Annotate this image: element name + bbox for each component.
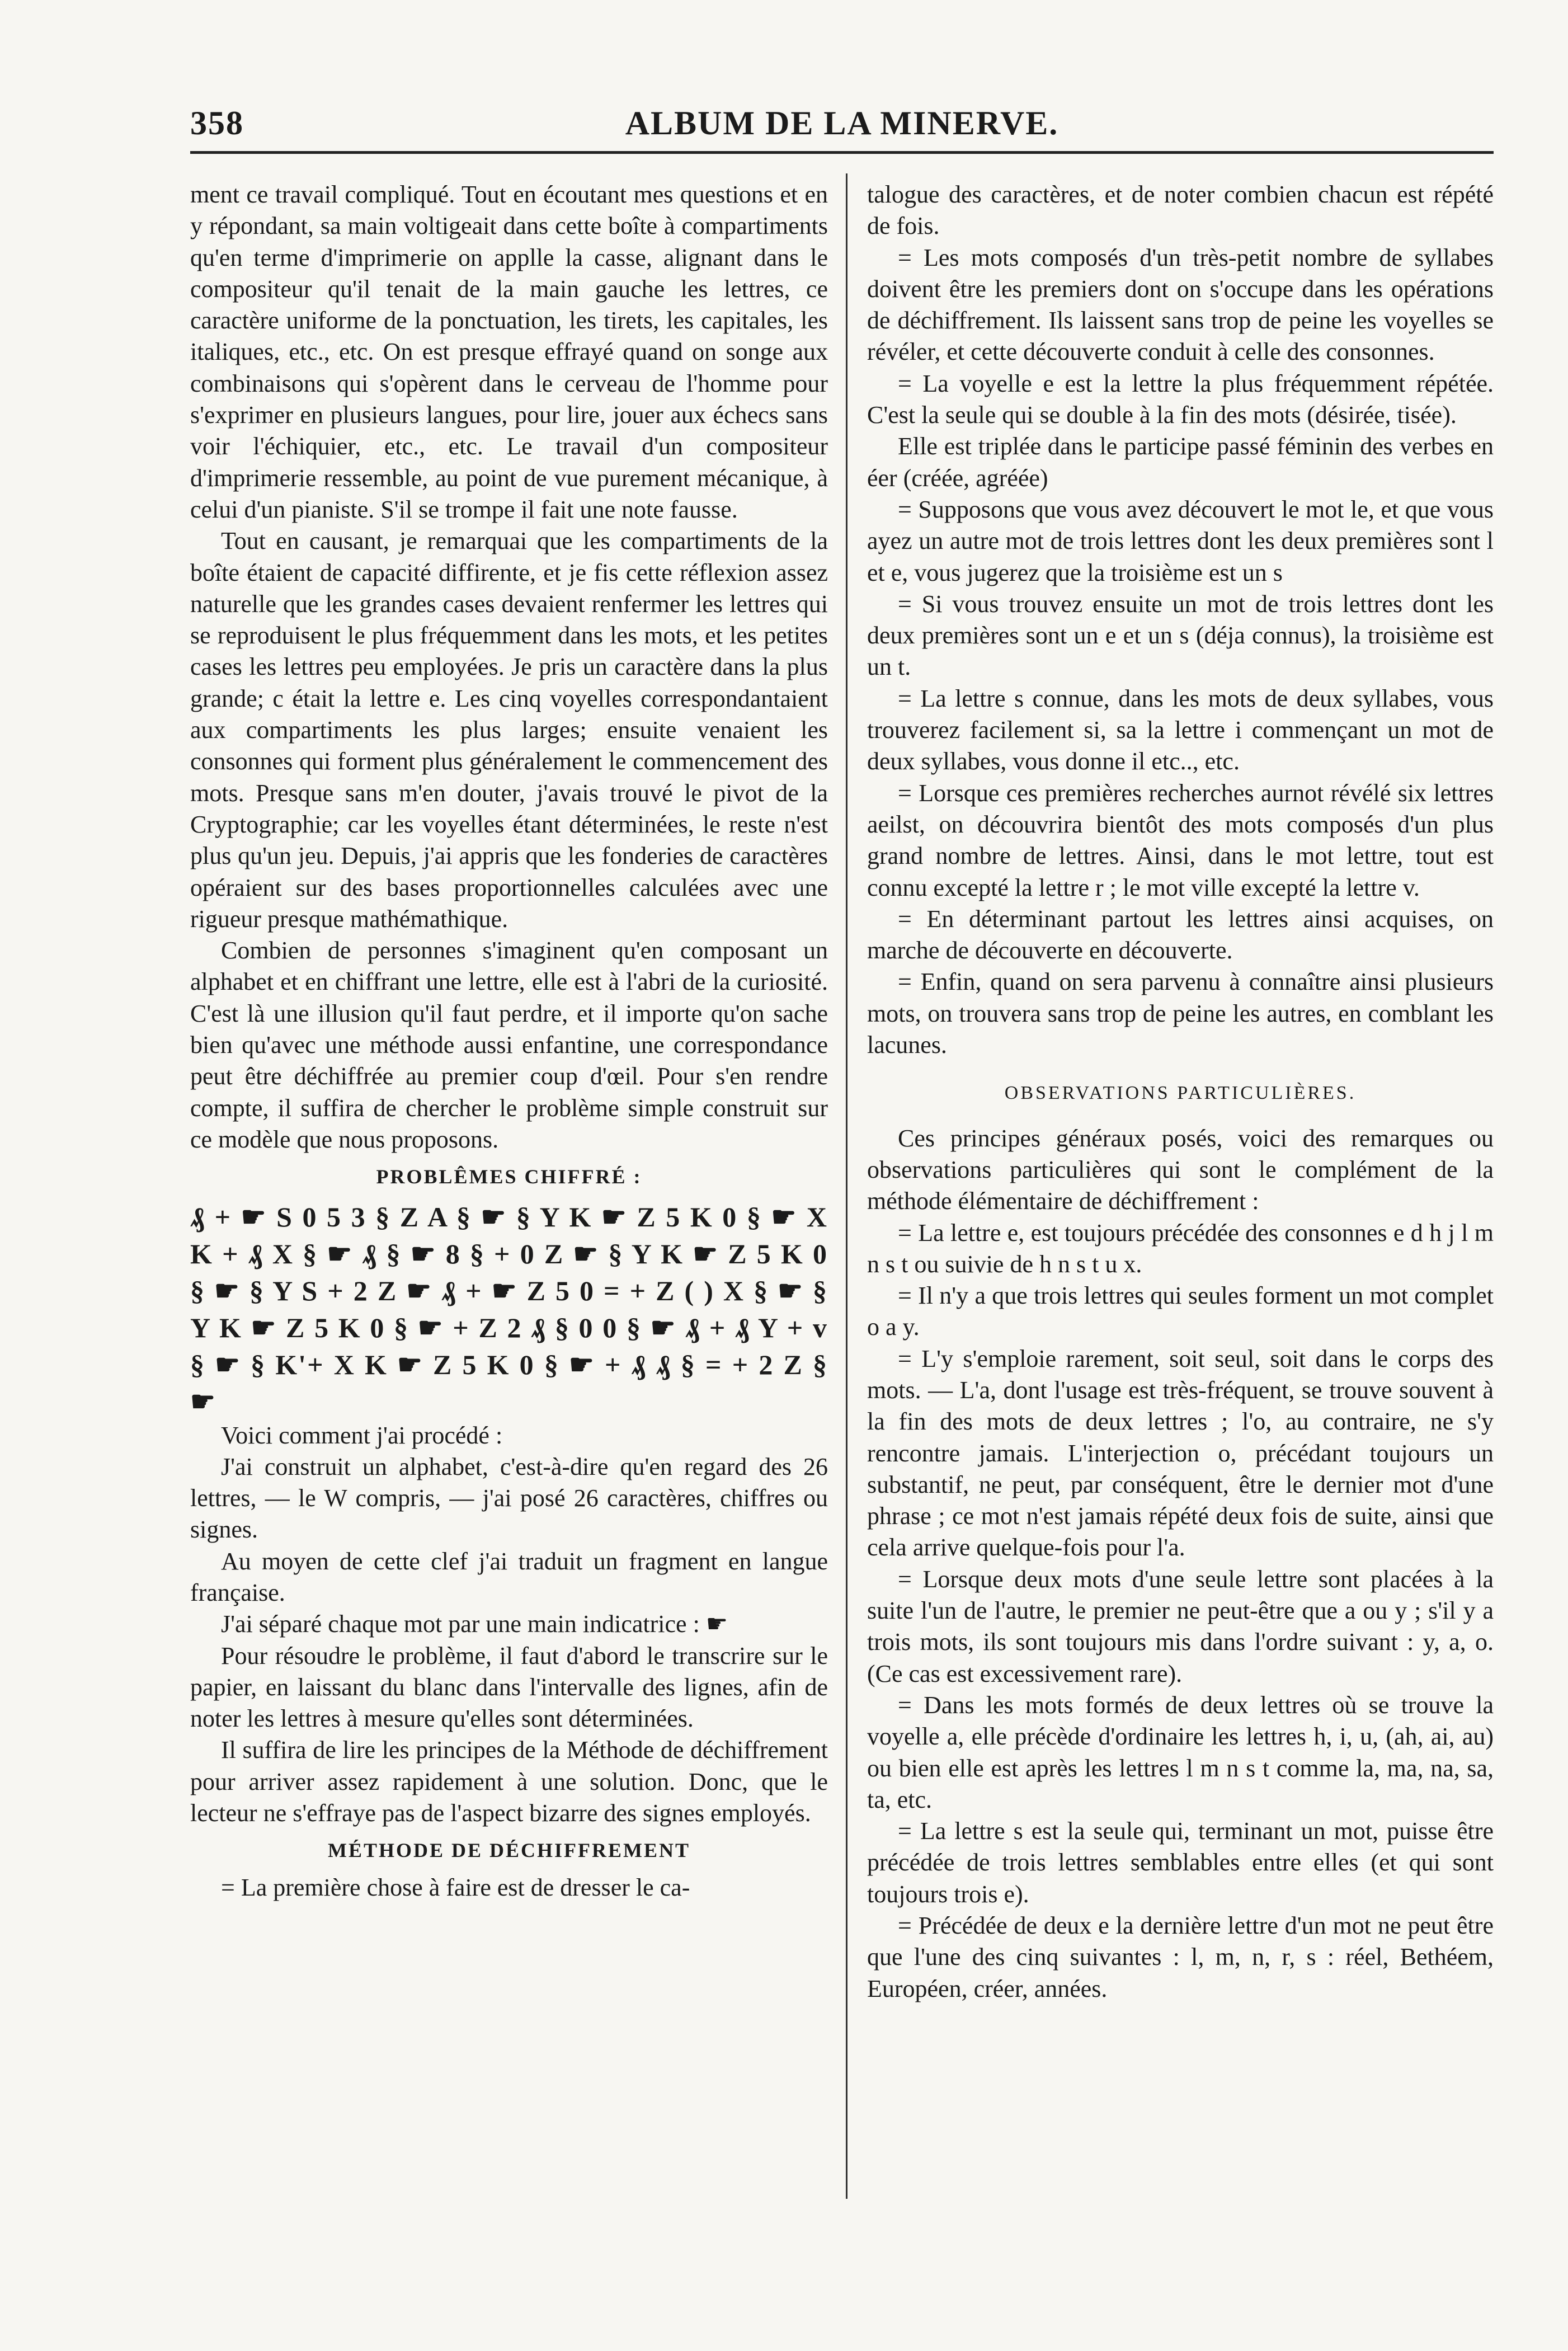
paragraph: = La lettre s connue, dans les mots de deux syllabes, vous trouverez facilement si, sa la lettre i commençant un mot de deux syllabes, vous donne il etc.., etc. xyxy=(867,684,1494,775)
header-rule xyxy=(190,151,1494,154)
paragraph: Combien de personnes s'imaginent qu'en composant un alphabet et en chiffrant une lettre, elle est à l'abri de la curiosité. C'est là une illusion qu'il faut perdre, et il importe qu'on sache bien qu'avec une méthode aussi enfantine, une correspondance peut être déchiffrée au premier coup d'œil. Pour s'en rendre compte, il suffira de chercher le problème simple construit sur ce modèle que nous proposons. xyxy=(190,937,828,1153)
paragraph: Elle est triplée dans le participe passé féminin des verbes en éer (créée, agréée) xyxy=(867,432,1494,492)
right-column xyxy=(867,179,1494,2250)
paragraph: = Il n'y a que trois lettres qui seules forment un mot complet o a y. xyxy=(867,1282,1494,1341)
column-divider xyxy=(846,173,847,2199)
paragraph: = La lettre s est la seule qui, terminant un mot, puisse être précédée de trois lettres semblables entre elles (et qui sont toujours trois e). xyxy=(867,1817,1494,1908)
page-number: 358 xyxy=(190,104,244,142)
observations-heading: OBSERVATIONS PARTICULIÈRES. xyxy=(1004,1083,1357,1104)
page-header xyxy=(190,98,1494,148)
paragraph: Pour résoudre le problème, il faut d'abord le transcrire sur le papier, en laissant du blanc dans l'intervalle des lignes, afin de noter les lettres à mesure qu'elles sont déterminées. xyxy=(190,1642,828,1733)
paragraph: Ces principes généraux posés, voici des remarques ou observations particulières qui sont le complément de la méthode élémentaire de déchiffrement : xyxy=(867,1124,1494,1215)
method-heading: MÉTHODE DE DÉCHIFFREMENT xyxy=(327,1839,691,1862)
paragraph: Tout en causant, je remarquai que les compartiments de la boîte étaient de capacité diffirente, et je fis cette réflexion assez naturelle que les grandes cases devaient renfermer les lettres qui se reproduisent le plus fréquemment dans les mots, et les petites cases les lettres peu employées. Je pris un caractère dans la plus grande; c était la lettre e. Les cinq voyelles correspondantaient aux compartiments les plus larges; ensuite venaient les consonnes qui forment plus généralement le commencement des mots. Presque sans m'en douter, j'avais trouvé le pivot de la Cryptographie; car les voyelles étant déterminées, le reste n'est plus qu'un jeu. Depuis, j'ai appris que les fonderies de caractères opéraient sur des bases proportionnelles calculées avec une rigueur presque mathémathique. xyxy=(190,527,828,933)
paragraph: talogue des caractères, et de noter combien chacun est répété de fois. xyxy=(867,181,1494,240)
paragraph: = En déterminant partout les lettres ainsi acquises, on marche de découverte en découverte. xyxy=(867,905,1494,965)
paragraph: = La première chose à faire est de dresser le ca- xyxy=(221,1873,690,1901)
paragraph: = La voyelle e est la lettre la plus fréquemment répétée. C'est la seule qui se double à la fin des mots (désirée, tisée). xyxy=(867,369,1494,429)
paragraph: = Lorsque deux mots d'une seule lettre sont placées à la suite l'un de l'autre, le premier ne peut-être que a ou y ; s'il y a trois mots, ils sont toujours mis dans l'ordre suivant : y, a, o. (Ce cas est excessivement rare). xyxy=(867,1565,1494,1687)
paragraph: ment ce travail compliqué. Tout en écoutant mes questions et en y répondant, sa main voltigeait dans cette boîte à compartiments qu'en terme d'imprimerie on applle la casse, alignant dans le compositeur qu'il tenait de la main gauche les lettres, ce caractère uniforme de la ponctuation, les tirets, les capitales, les italiques, etc., etc. On est presque effrayé quand on songe aux combinaisons qui s'opèrent dans le cerveau de l'homme pour s'exprimer en plusieurs langues, pour lire, jouer aux échecs sans voir l'échiquier, etc., etc. Le travail d'un compositeur d'imprimerie ressemble, au point de vue purement mécanique, à celui d'un pianiste. S'il se trompe il fait une note fausse. xyxy=(190,181,828,523)
left-column xyxy=(190,179,828,2250)
paragraph: = Si vous trouvez ensuite un mot de trois lettres dont les deux premières sont un e et un s (déja connus), la troisième est un t. xyxy=(867,590,1494,681)
paragraph: Voici comment j'ai procédé : xyxy=(221,1421,503,1449)
problem-heading: PROBLÊMES CHIFFRÉ : xyxy=(376,1165,642,1188)
paragraph: Au moyen de cette clef j'ai traduit un fragment en langue française. xyxy=(190,1547,828,1606)
paragraph: = Les mots composés d'un très-petit nombre de syllabes doivent être les premiers dont on s'occupe dans les opérations de déchiffrement. Ils laissent sans trop de peine les voyelles se révéler, et cette découverte conduit à celle des consonnes. xyxy=(867,243,1494,366)
paragraph: = Dans les mots formés de deux lettres où se trouve la voyelle a, elle précède d'ordinaire les lettres h, i, u, (ah, ai, au) ou bien elle est après les lettres l m n s t comme la, ma, na, sa, ta, etc. xyxy=(867,1691,1494,1813)
paragraph: = Lorsque ces premières recherches aurnot révélé six lettres aeilst, on découvrira bientôt des mots composés d'un plus grand nombre de lettres. Ainsi, dans le mot lettre, tout est connu excepté la lettre r ; le mot ville excepté la lettre v. xyxy=(867,779,1494,901)
paragraph: = La lettre e, est toujours précédée des consonnes e d h j l m n s t ou suivie de h n s t u x. xyxy=(867,1219,1494,1278)
paragraph: J'ai séparé chaque mot par une main indicatrice : ☛ xyxy=(221,1610,728,1638)
paragraph: = Enfin, quand on sera parvenu à connaître ainsi plusieurs mots, on trouvera sans trop de peine les autres, en comblant les lacunes. xyxy=(867,968,1494,1059)
paragraph: = Supposons que vous avez découvert le mot le, et que vous ayez un autre mot de trois lettres dont les deux premières sont l et e, vous jugerez que la troisième est un s xyxy=(867,495,1494,586)
running-title: ALBUM DE LA MINERVE. xyxy=(625,104,1059,142)
paragraph: = Précédée de deux e la dernière lettre d'un mot ne peut être que l'une des cinq suivantes : l, m, n, r, s : réel, Bethéem, Européen, créer, années. xyxy=(867,1912,1494,2002)
paragraph: = L'y s'emploie rarement, soit seul, soit dans le corps des mots. — L'a, dont l'usage est très-fréquent, se trouve souvent à la fin des mots de deux lettres ; l'o, au contraire, ne s'y rencontre jamais. L'interjection o, précédant toujours un substantif, ne peut, par conséquent, être le dernier mot d'une phrase ; ce mot n'est jamais répété deux fois de suite, ainsi que cela arrive quelque-fois pour l'a. xyxy=(867,1344,1494,1562)
cipher-text: ₰ + ☛ S 0 5 3 § Z A § ☛ § Y K ☛ Z 5 K 0 § ☛ X K + ₰ X § ☛ ₰ § ☛ 8 § + 0 Z ☛ § Y K ☛ Z 5 K 0 § ☛ § Y S + 2 Z ☛ ₰ + ☛ Z 5 0 = + Z ( ) X § ☛ § Y K ☛ Z 5 K 0 § ☛ + Z 2 ₰ § 0 0 § ☛ ₰ + ₰ Y + v § ☛ § K'+ X K ☛ Z 5 K 0 § ☛ + ₰ ₰ § = + 2 Z § ☛ xyxy=(190,1201,828,1417)
paragraph: J'ai construit un alphabet, c'est-à-dire qu'en regard des 26 lettres, — le W compris, — j'ai posé 26 caractères, chiffres ou signes. xyxy=(190,1452,828,1544)
paragraph: Il suffira de lire les principes de la Méthode de déchiffrement pour arriver assez rapidement à une solution. Donc, que le lecteur ne s'effraye pas de l'aspect bizarre des signes employés. xyxy=(190,1736,828,1827)
